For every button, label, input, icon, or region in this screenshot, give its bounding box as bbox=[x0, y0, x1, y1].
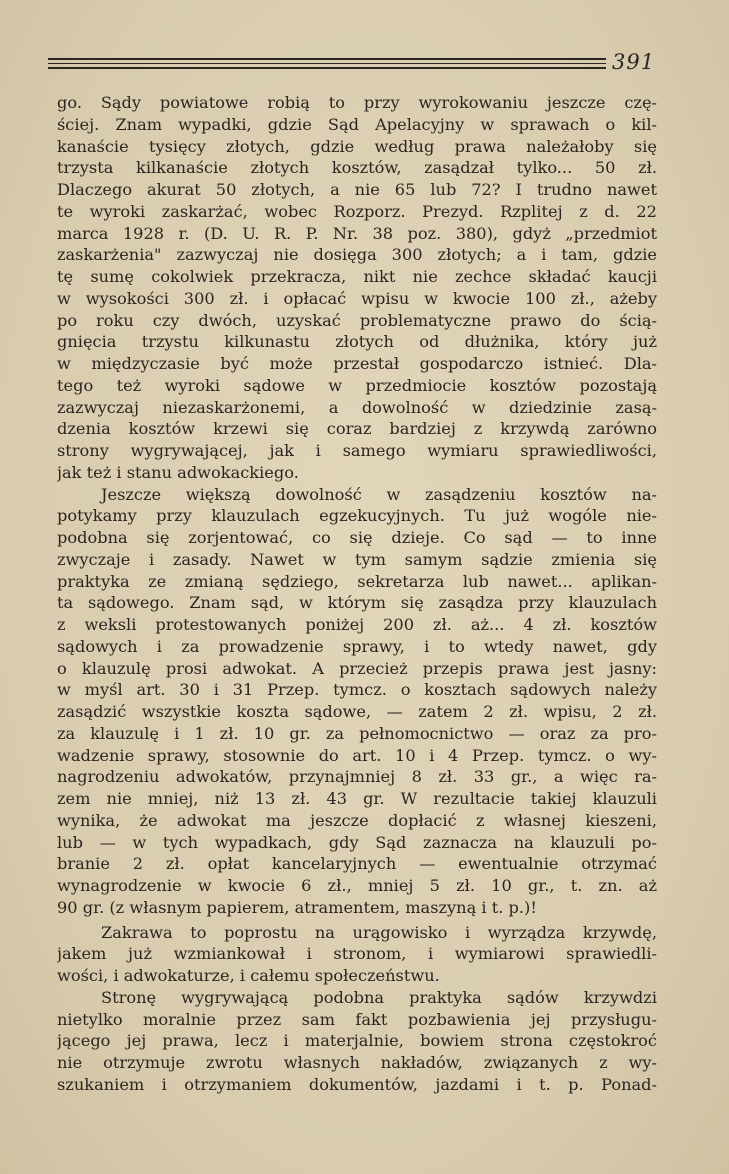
text-line: trzysta kilkanaście złotych kosztów, zasądzał tylko... 50 zł. bbox=[57, 158, 657, 178]
text-line: zasądzić wszystkie koszta sądowe, — zatem 2 zł. wpisu, 2 zł. bbox=[57, 702, 657, 721]
text-line: zwyczaje i zasady. Nawet w tym samym sądzie zmienia się bbox=[57, 549, 657, 569]
text-line: nagrodzeniu adwokatów, przynajmniej 8 zł. 33 gr., a więc ra- bbox=[57, 767, 657, 787]
text-line: wynagrodzenie w kwocie 6 zł., mniej 5 zł. 10 gr., t. zn. aż bbox=[57, 876, 657, 895]
text-line: nie otrzymuje zwrotu własnych nakładów, związanych z wy- bbox=[57, 1053, 657, 1072]
text-line: nietylko moralnie przez sam fakt pozbawienia jej przysługu- bbox=[57, 1009, 657, 1029]
text-line: wości, i adwokaturze, i całemu społeczeństwu. bbox=[57, 966, 440, 985]
text-line: Stronę wygrywającą podobna praktyka sądów krzywdzi bbox=[101, 987, 657, 1007]
page-header bbox=[48, 50, 678, 78]
page-number: 391 bbox=[612, 50, 656, 74]
text-line: ściej. Znam wypadki, gdzie Sąd Apelacyjny w sprawach o kil- bbox=[57, 114, 657, 134]
text-line: strony wygrywającej, jak i samego wymiaru sprawiedliwości, bbox=[57, 441, 657, 460]
body-text bbox=[57, 92, 657, 1096]
text-line: jak też i stanu adwokackiego. bbox=[57, 462, 299, 482]
text-line: w myśl art. 30 i 31 Przep. tymcz. o kosztach sądowych należy bbox=[57, 680, 657, 700]
text-line: o klauzulę prosi adwokat. A przecież przepis prawa jest jasny: bbox=[57, 658, 657, 678]
text-line: 90 gr. (z własnym papierem, atramentem, maszyną i t. p.)! bbox=[57, 897, 537, 917]
text-line: branie 2 zł. opłat kancelaryjnych — ewentualnie otrzymać bbox=[57, 854, 657, 874]
text-line: w międzyczasie być może przestał gospodarczo istnieć. Dla- bbox=[57, 354, 657, 373]
text-line: lub — w tych wypadkach, gdy Sąd zaznacza na klauzuli po- bbox=[57, 832, 657, 852]
text-line: szukaniem i otrzymaniem dokumentów, jazdami i t. p. Ponad- bbox=[57, 1074, 657, 1094]
text-line: w wysokości 300 zł. i opłacać wpisu w kwocie 100 zł., ażeby bbox=[57, 288, 657, 308]
text-line: zazwyczaj niezaskarżonemi, a dowolność w dziedzinie zasą- bbox=[57, 397, 657, 417]
header-rule bbox=[48, 67, 606, 69]
text-line: z weksli protestowanych poniżej 200 zł. aż... 4 zł. kosztów bbox=[57, 615, 657, 634]
text-line: sądowych i za prowadzenie sprawy, i to wtedy nawet, gdy bbox=[57, 636, 657, 656]
text-line: ta sądowego. Znam sąd, w którym się zasądza przy klauzulach bbox=[57, 593, 657, 613]
text-line: gnięcia trzystu kilkunastu złotych od dłużnika, który już bbox=[57, 332, 657, 352]
text-line: za klauzulę i 1 zł. 10 gr. za pełnomocnictwo — oraz za pro- bbox=[57, 723, 657, 743]
text-line: potykamy przy klauzulach egzekucyjnych. Tu już wogóle nie- bbox=[57, 506, 657, 526]
text-line: zaskarżenia" zazwyczaj nie dosięga 300 złotych; a i tam, gdzie bbox=[57, 245, 657, 265]
text-line: marca 1928 r. (D. U. R. P. Nr. 38 poz. 380), gdyż „przedmiot bbox=[57, 223, 657, 243]
text-line: Dlaczego akurat 50 złotych, a nie 65 lub 72? I trudno nawet bbox=[57, 180, 657, 199]
text-line: zem nie mniej, niż 13 zł. 43 gr. W rezultacie takiej klauzuli bbox=[57, 789, 657, 808]
text-line: Jeszcze większą dowolność w zasądzeniu kosztów na- bbox=[101, 484, 657, 504]
text-line: wynika, że adwokat ma jeszcze dopłacić z własnej kieszeni, bbox=[57, 810, 657, 830]
text-line: praktyka ze zmianą sędziego, sekretarza lub nawet... aplikan- bbox=[57, 571, 657, 591]
text-line: podobna się zorjentować, co się dzieje. Co sąd — to inne bbox=[57, 528, 657, 547]
header-rule bbox=[48, 63, 606, 64]
text-line: wadzenie sprawy, stosownie do art. 10 i 4 Przep. tymcz. o wy- bbox=[57, 745, 657, 765]
text-line: Zakrawa to poprostu na urągowisko i wyrządza krzywdę, bbox=[101, 922, 657, 942]
text-line: tego też wyroki sądowe w przedmiocie kosztów pozostają bbox=[57, 375, 657, 395]
text-line: tę sumę cokolwiek przekracza, nikt nie zechce składać kaucji bbox=[57, 267, 657, 286]
text-line: te wyroki zaskarżać, wobec Rozporz. Prezyd. Rzplitej z d. 22 bbox=[57, 201, 657, 221]
text-line: go. Sądy powiatowe robią to przy wyrokowaniu jeszcze czę- bbox=[57, 93, 657, 112]
text-line: jakem już wzmiankował i stronom, i wymiarowi sprawiedli- bbox=[57, 944, 657, 964]
header-rule bbox=[48, 58, 606, 60]
text-line: po roku czy dwóch, uzyskać problematyczne prawo do ścią- bbox=[57, 310, 657, 330]
text-line: kanaście tysięcy złotych, gdzie według prawa należałoby się bbox=[57, 136, 657, 156]
text-line: dzenia kosztów krzewi się coraz bardziej z krzywdą zarówno bbox=[57, 419, 657, 439]
text-line: jącego jej prawa, lecz i materjalnie, bowiem strona częstokroć bbox=[57, 1031, 657, 1051]
